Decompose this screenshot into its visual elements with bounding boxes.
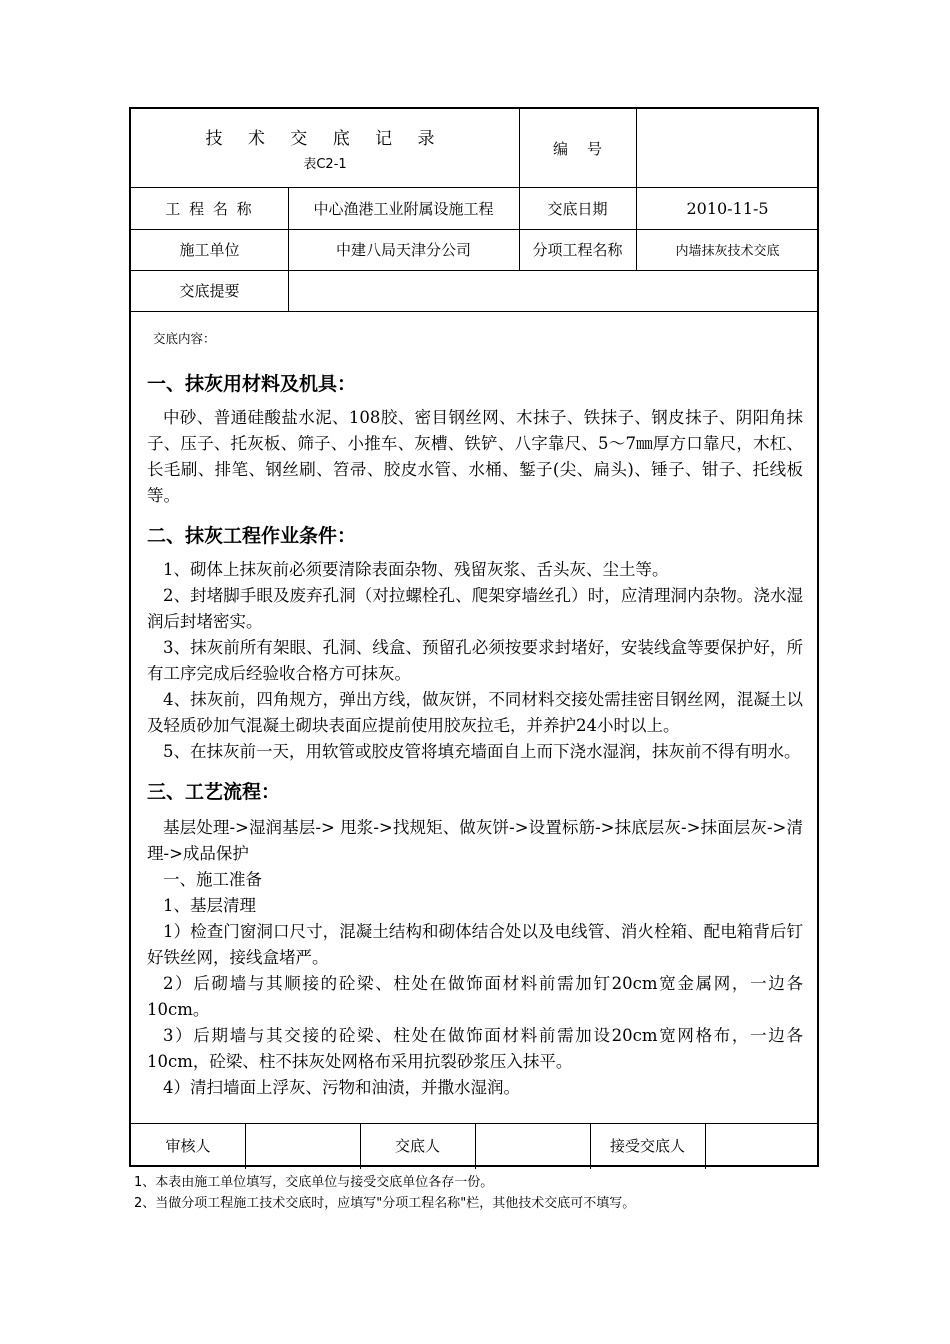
reviewer-label: 审核人 <box>165 1136 211 1155</box>
summary-label: 交底提要 <box>179 282 240 300</box>
section2-item: 1、砌体上抹灰前必须要清除表面杂物、残留灰浆、舌头灰、尘土等。 <box>163 560 669 579</box>
section3-title: 三、工艺流程： <box>147 781 281 803</box>
summary-field[interactable] <box>288 270 819 311</box>
row-divider <box>131 311 817 312</box>
disclosure-form <box>129 107 819 1167</box>
number-field[interactable] <box>636 109 819 187</box>
form-title: 技 术 交 底 记 录 <box>205 129 445 149</box>
section2-item: 2、封堵脚手眼及废弃孔洞（对拉螺栓孔、爬架穿墙丝孔）时，应清理洞内杂物。浇水湿润后封堵密实。 <box>147 586 803 631</box>
project-name-field[interactable]: 中心渔港工业附属设施工程 <box>313 199 494 218</box>
section3-item: 1、基层清理 <box>163 896 256 915</box>
section3-item: 2）后砌墙与其顺接的砼梁、柱处在做饰面材料前需加钉20cm宽金属网，一边各10cm。 <box>147 974 803 1019</box>
discloser-label: 交底人 <box>394 1136 440 1155</box>
section3-item: 3）后期墙与其交接的砼梁、柱处在做饰面材料前需加设20cm宽网格布，一边各10cm，砼梁、柱不抹灰处网格布采用抗裂砂浆压入抹平。 <box>147 1026 803 1071</box>
content-body <box>147 371 803 1101</box>
form-title-block <box>131 109 519 187</box>
date-label: 交底日期 <box>547 199 608 218</box>
section2-title: 二、抹灰工程作业条件： <box>147 525 357 547</box>
section3-flow: 基层处理->湿润基层-> 甩浆->找规矩、做灰饼->设置标筋->抹底层灰->抹面层灰->清理->成品保护 <box>147 818 803 863</box>
subproject-label: 分项工程名称 <box>532 241 623 259</box>
section3-item: 4）清扫墙面上浮灰、污物和油渍，并撒水湿润。 <box>163 1078 520 1097</box>
reviewer-field[interactable] <box>245 1123 360 1167</box>
discloser-field[interactable] <box>475 1123 590 1167</box>
contractor-label: 施工单位 <box>179 241 240 259</box>
section1-title: 一、抹灰用材料及机具： <box>147 373 357 395</box>
content-intro-label: 交底内容： <box>153 331 216 346</box>
section2-item: 4、抹灰前，四角规方，弹出方线，做灰饼，不同材料交接处需挂密目钢丝网，混凝土以及轻质砂加气混凝土砌块表面应提前使用胶灰拉毛，并养护24小时以上。 <box>147 690 803 735</box>
form-note: 1、本表由施工单位填写，交底单位与接受交底单位各存一份。 <box>134 1175 494 1190</box>
form-note: 2、当做分项工程施工技术交底时，应填写"分项工程名称"栏，其他技术交底可不填写。 <box>134 1196 636 1211</box>
receiver-label: 接受交底人 <box>609 1136 685 1155</box>
number-label: 编 号 <box>552 139 603 158</box>
contractor-field[interactable]: 中建八局天津分公司 <box>335 241 471 259</box>
project-name-label: 工 程 名 称 <box>165 199 254 218</box>
section1-text: 中砂、普通硅酸盐水泥、108胶、密目钢丝网、木抹子、铁抹子、钢皮抹子、阴阳角抹子、压子、托灰板、筛子、小推车、灰槽、铁铲、八字靠尺、5～7㎜厚方口靠尺，木杠、长毛刷、排笔、钢丝刷、笤帚、胶皮水管、水桶、錾子(尖、扁头)、锤子、钳子、托线板等。 <box>147 408 803 505</box>
form-code: 表C2-1 <box>303 157 347 172</box>
section2-item: 5、在抹灰前一天，用软管或胶皮管将填充墙面自上而下浇水湿润，抹灰前不得有明水。 <box>163 742 801 761</box>
receiver-field[interactable] <box>705 1123 819 1167</box>
subproject-field[interactable]: 内墙抹灰技术交底 <box>675 244 780 259</box>
section3-item: 一、施工准备 <box>163 870 262 889</box>
section3-item: 1）检查门窗洞口尺寸，混凝土结构和砌体结合处以及电线管、消火栓箱、配电箱背后钉好铁丝网，接线盒堵严。 <box>147 922 803 967</box>
date-field[interactable]: 2010-11-5 <box>686 198 769 218</box>
section2-item: 3、抹灰前所有架眼、孔洞、线盒、预留孔必须按要求封堵好，安装线盒等要保护好，所有工序完成后经验收合格方可抹灰。 <box>147 638 803 683</box>
